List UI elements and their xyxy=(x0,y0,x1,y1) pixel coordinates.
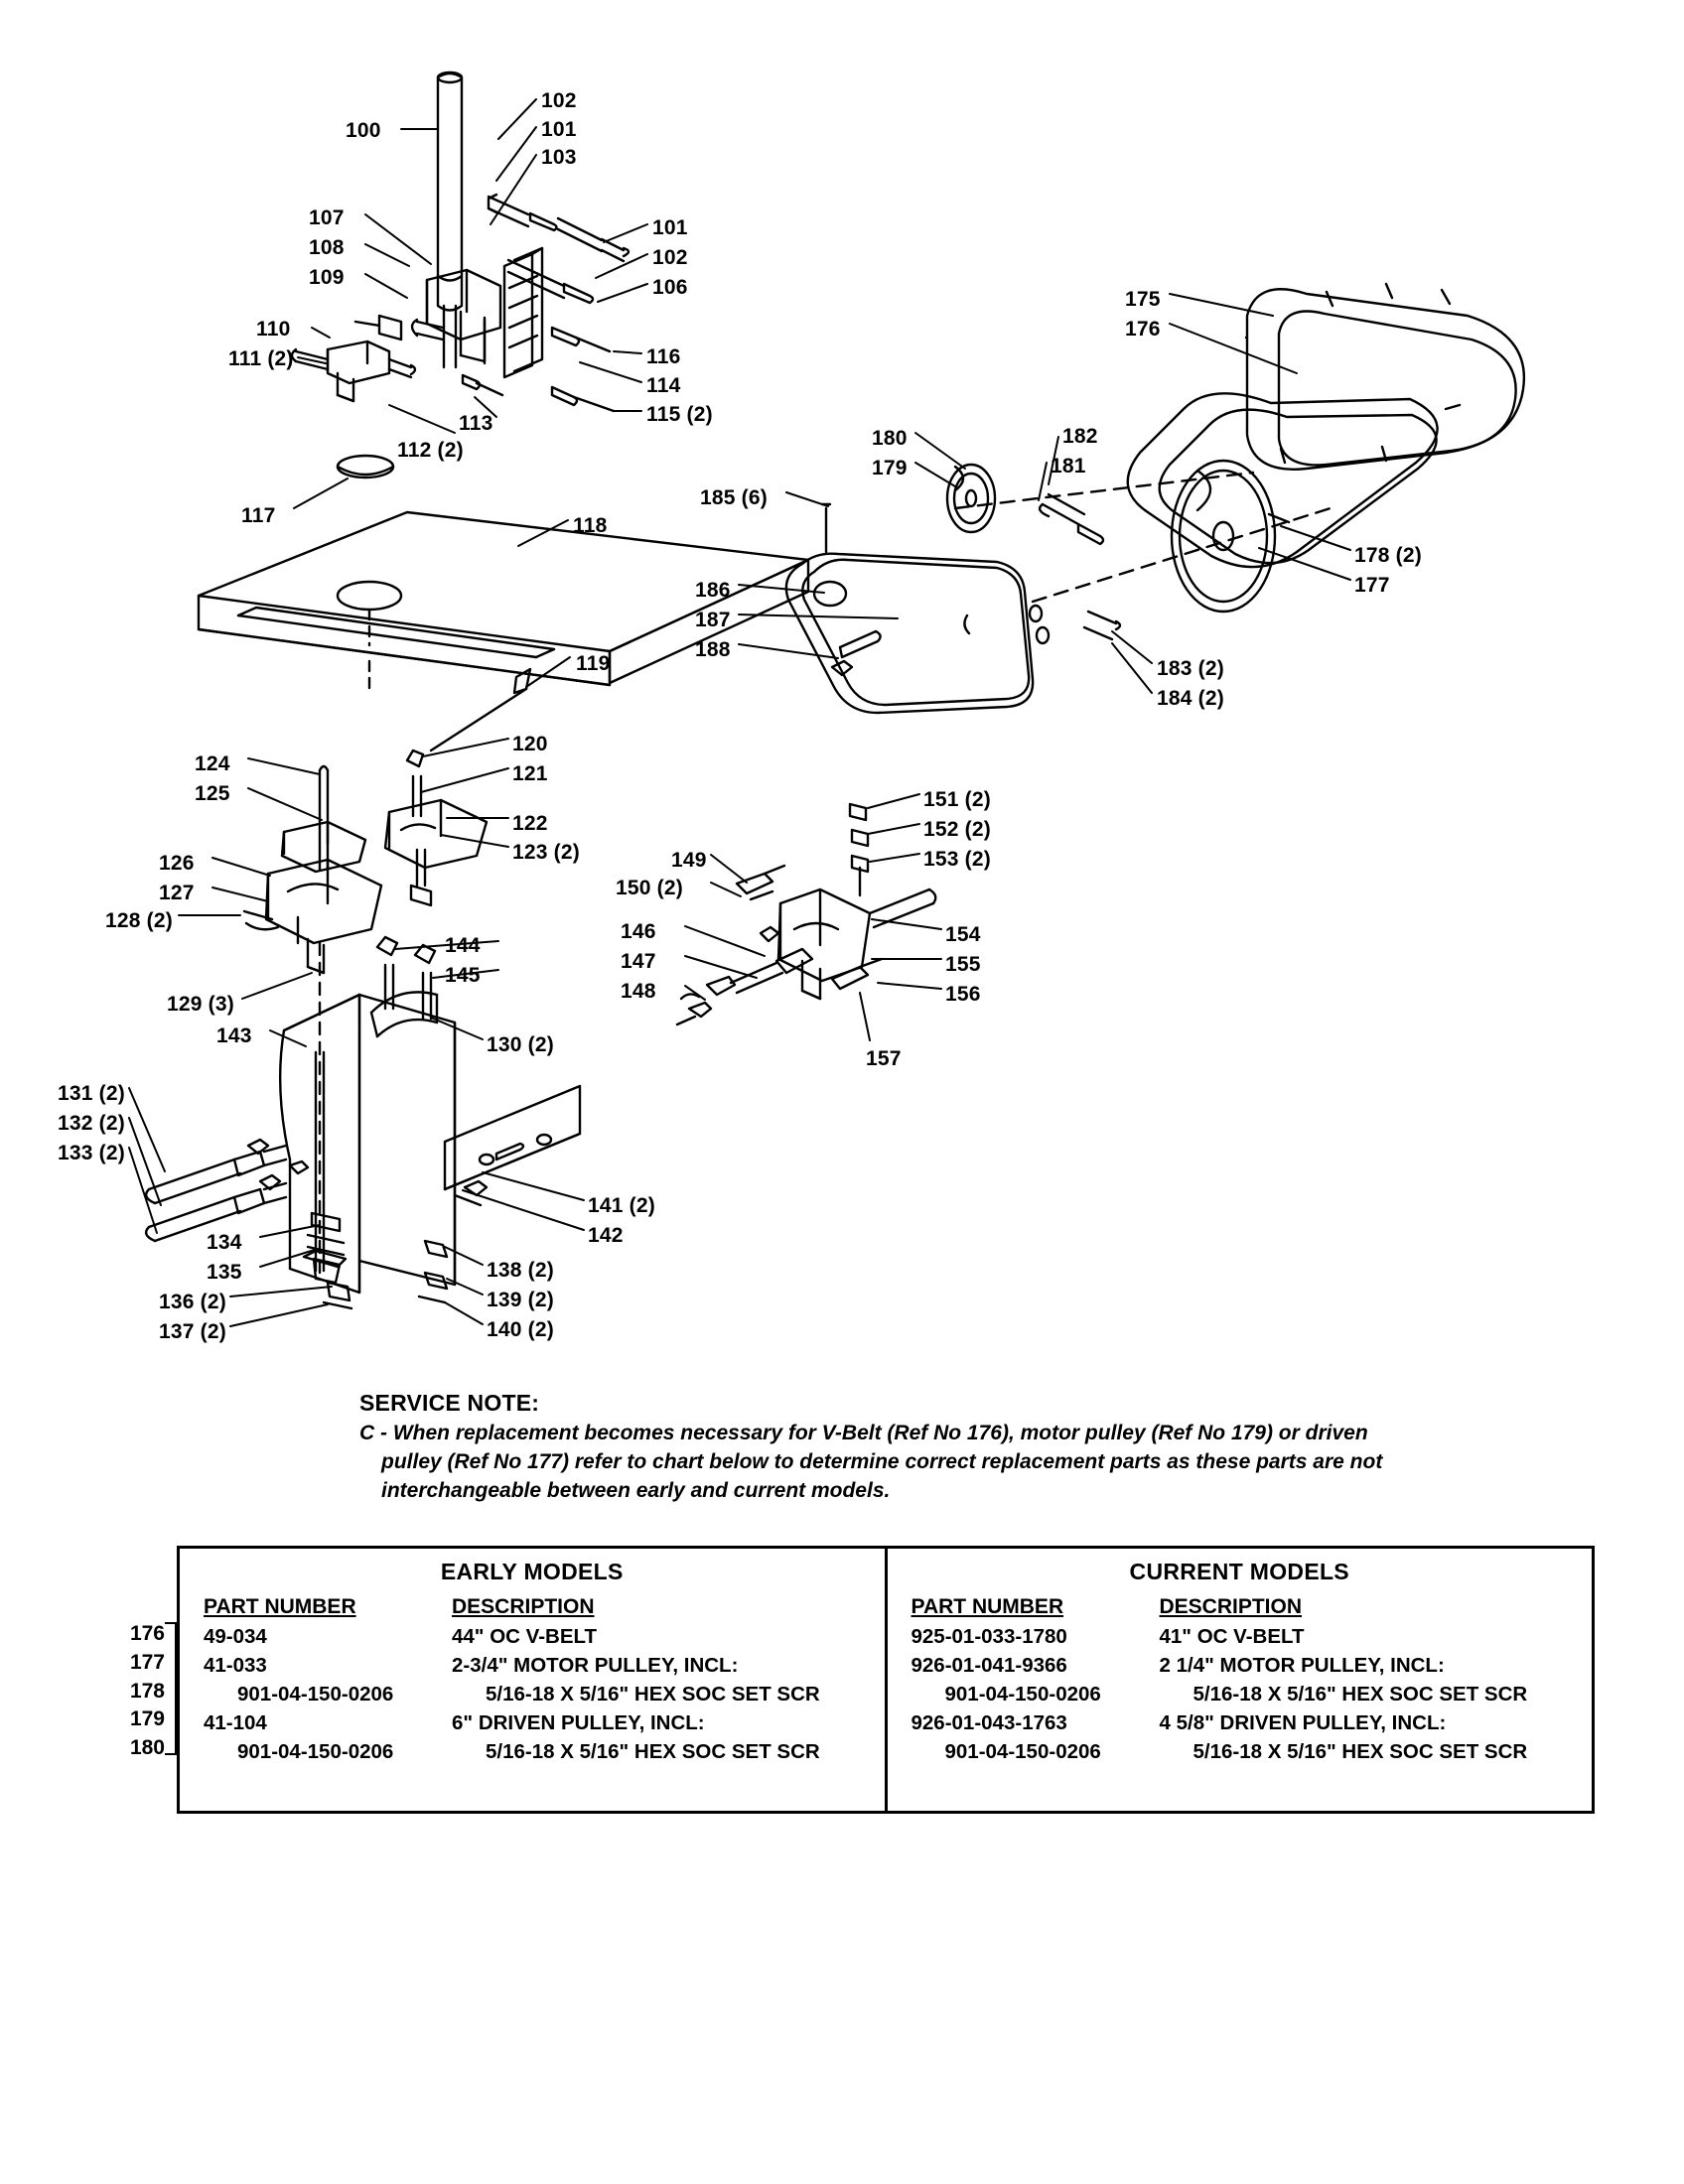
callout-156: 156 xyxy=(945,983,981,1006)
callout-144: 144 xyxy=(445,934,481,957)
callout-140: 140 (2) xyxy=(487,1318,554,1341)
callout-175: 175 xyxy=(1125,288,1161,311)
callout-113: 113 xyxy=(459,412,493,435)
chart-ref-177: 177 xyxy=(129,1650,165,1674)
description-cell: 5/16-18 X 5/16" HEX SOC SET SCR xyxy=(486,1740,820,1764)
callout-151: 151 (2) xyxy=(923,788,991,811)
callout-127: 127 xyxy=(159,882,195,904)
service-note-marker: C - xyxy=(359,1422,387,1444)
callout-182: 182 xyxy=(1062,425,1098,448)
replacement-parts-chart xyxy=(177,1546,1595,1814)
callout-115: 115 (2) xyxy=(646,403,713,426)
callout-126: 126 xyxy=(159,852,195,875)
service-note xyxy=(359,1390,1422,1506)
table-row xyxy=(888,1680,1593,1708)
callout-108: 108 xyxy=(309,236,345,259)
callout-145: 145 xyxy=(445,964,481,987)
callout-152: 152 (2) xyxy=(923,818,991,841)
table-row xyxy=(180,1680,885,1708)
part-number-cell: 49-034 xyxy=(204,1625,267,1648)
description-cell: 5/16-18 X 5/16" HEX SOC SET SCR xyxy=(1193,1683,1528,1706)
description-cell: 5/16-18 X 5/16" HEX SOC SET SCR xyxy=(486,1683,820,1706)
chart-ref-176: 176 xyxy=(129,1622,165,1645)
description-cell: 4 5/8" DRIVEN PULLEY, INCL: xyxy=(1159,1711,1447,1735)
callout-147: 147 xyxy=(621,950,656,973)
callout-100: 100 xyxy=(346,119,381,142)
table-row xyxy=(180,1622,885,1651)
chart-ref-180: 180 xyxy=(129,1736,165,1760)
description-cell: 2-3/4" MOTOR PULLEY, INCL: xyxy=(452,1654,739,1678)
part-number-cell: 901-04-150-0206 xyxy=(944,1740,1101,1764)
callout-187: 187 xyxy=(695,609,731,631)
callout-111: 111 (2) xyxy=(228,347,294,370)
callout-132: 132 (2) xyxy=(58,1112,125,1135)
callout-116: 116 xyxy=(646,345,681,368)
chart-ref-178: 178 xyxy=(129,1679,165,1703)
table-row xyxy=(888,1622,1593,1651)
callout-102-lower: 102 xyxy=(652,246,688,269)
chart-current-header-description: DESCRIPTION xyxy=(1159,1595,1303,1618)
callout-122: 122 xyxy=(512,812,548,835)
chart-reference-numbers xyxy=(87,1620,177,1763)
callout-107: 107 xyxy=(309,206,345,229)
callout-125: 125 xyxy=(195,782,230,805)
callout-110: 110 xyxy=(256,318,291,341)
table-row xyxy=(180,1708,885,1737)
callout-180: 180 xyxy=(872,427,908,450)
chart-early-header-description: DESCRIPTION xyxy=(452,1595,595,1618)
table-row xyxy=(180,1651,885,1680)
callout-186: 186 xyxy=(695,579,731,602)
callout-181: 181 xyxy=(1051,455,1086,478)
description-cell: 6" DRIVEN PULLEY, INCL: xyxy=(452,1711,705,1735)
part-number-cell: 41-033 xyxy=(204,1654,267,1678)
callout-112: 112 (2) xyxy=(397,439,464,462)
table-row xyxy=(888,1651,1593,1680)
callout-137: 137 (2) xyxy=(159,1320,226,1343)
callout-136: 136 (2) xyxy=(159,1291,226,1313)
callout-119: 119 xyxy=(576,652,611,675)
chart-column-early-models xyxy=(180,1549,888,1811)
callout-155: 155 xyxy=(945,953,981,976)
callout-121: 121 xyxy=(512,762,548,785)
callout-120: 120 xyxy=(512,733,548,755)
description-cell: 2 1/4" MOTOR PULLEY, INCL: xyxy=(1159,1654,1445,1678)
callout-149: 149 xyxy=(671,849,707,872)
description-cell: 5/16-18 X 5/16" HEX SOC SET SCR xyxy=(1193,1740,1528,1764)
callout-146: 146 xyxy=(621,920,656,943)
callout-183: 183 (2) xyxy=(1157,657,1224,680)
callout-150: 150 (2) xyxy=(616,877,683,899)
callout-101-lower: 101 xyxy=(652,216,688,239)
table-row xyxy=(888,1708,1593,1737)
part-number-cell: 926-01-043-1763 xyxy=(911,1711,1067,1735)
table-row xyxy=(888,1737,1593,1766)
callout-178: 178 (2) xyxy=(1354,544,1422,567)
callout-153: 153 (2) xyxy=(923,848,991,871)
description-cell: 41" OC V-BELT xyxy=(1159,1625,1305,1648)
callout-143: 143 xyxy=(216,1024,252,1047)
callout-135: 135 xyxy=(207,1261,242,1284)
service-note-text: When replacement becomes necessary for V-Belt (Ref No 176), motor pulley (Ref No 179) or driven pulley (Ref No 177) refer to chart below to determine correct replacement parts as these parts are not interchangeable between early and current models. xyxy=(381,1422,1383,1502)
chart-current-headers xyxy=(888,1595,1593,1619)
service-note-title: SERVICE NOTE: xyxy=(359,1390,540,1416)
callout-102-upper: 102 xyxy=(541,89,577,112)
chart-early-header-part-number: PART NUMBER xyxy=(204,1595,356,1618)
callout-185: 185 (6) xyxy=(700,486,768,509)
callout-177: 177 xyxy=(1354,574,1390,597)
callout-148: 148 xyxy=(621,980,656,1003)
callout-142: 142 xyxy=(588,1224,624,1247)
callout-109: 109 xyxy=(309,266,345,289)
part-number-cell: 901-04-150-0206 xyxy=(237,1683,394,1706)
part-number-cell: 901-04-150-0206 xyxy=(237,1740,394,1764)
part-number-cell: 901-04-150-0206 xyxy=(944,1683,1101,1706)
chart-current-rows xyxy=(888,1622,1593,1767)
callout-130: 130 (2) xyxy=(487,1033,554,1056)
callout-114: 114 xyxy=(646,374,681,397)
chart-column-current-models xyxy=(888,1549,1593,1811)
callout-134: 134 xyxy=(207,1231,242,1254)
callout-123: 123 (2) xyxy=(512,841,580,864)
callout-124: 124 xyxy=(195,752,230,775)
chart-ref-179: 179 xyxy=(129,1707,165,1731)
callout-133: 133 (2) xyxy=(58,1142,125,1164)
chart-early-title: EARLY MODELS xyxy=(440,1559,624,1584)
table-row xyxy=(180,1737,885,1766)
callout-141: 141 (2) xyxy=(588,1194,655,1217)
callout-154: 154 xyxy=(945,923,981,946)
part-number-cell: 41-104 xyxy=(204,1711,267,1735)
callout-157: 157 xyxy=(866,1047,902,1070)
part-number-cell: 926-01-041-9366 xyxy=(911,1654,1067,1678)
chart-ref-bracket xyxy=(165,1622,177,1755)
callout-176: 176 xyxy=(1125,318,1161,341)
callout-103: 103 xyxy=(541,146,577,169)
callout-138: 138 (2) xyxy=(487,1259,554,1282)
callout-179: 179 xyxy=(872,457,908,479)
callout-188: 188 xyxy=(695,638,731,661)
callout-101-upper: 101 xyxy=(541,118,577,141)
callout-129: 129 (3) xyxy=(167,993,234,1016)
chart-current-header-part-number: PART NUMBER xyxy=(911,1595,1064,1618)
part-number-cell: 925-01-033-1780 xyxy=(911,1625,1067,1648)
callout-117: 117 xyxy=(241,504,276,527)
callout-131: 131 (2) xyxy=(58,1082,125,1105)
service-note-body xyxy=(359,1420,1422,1506)
chart-early-rows xyxy=(180,1622,885,1767)
callout-118: 118 xyxy=(573,514,608,537)
chart-early-headers xyxy=(180,1595,885,1619)
callout-106: 106 xyxy=(652,276,688,299)
callout-128: 128 (2) xyxy=(105,909,173,932)
description-cell: 44" OC V-BELT xyxy=(452,1625,598,1648)
callout-139: 139 (2) xyxy=(487,1289,554,1311)
chart-current-title: CURRENT MODELS xyxy=(1129,1559,1349,1584)
callout-184: 184 (2) xyxy=(1157,687,1224,710)
